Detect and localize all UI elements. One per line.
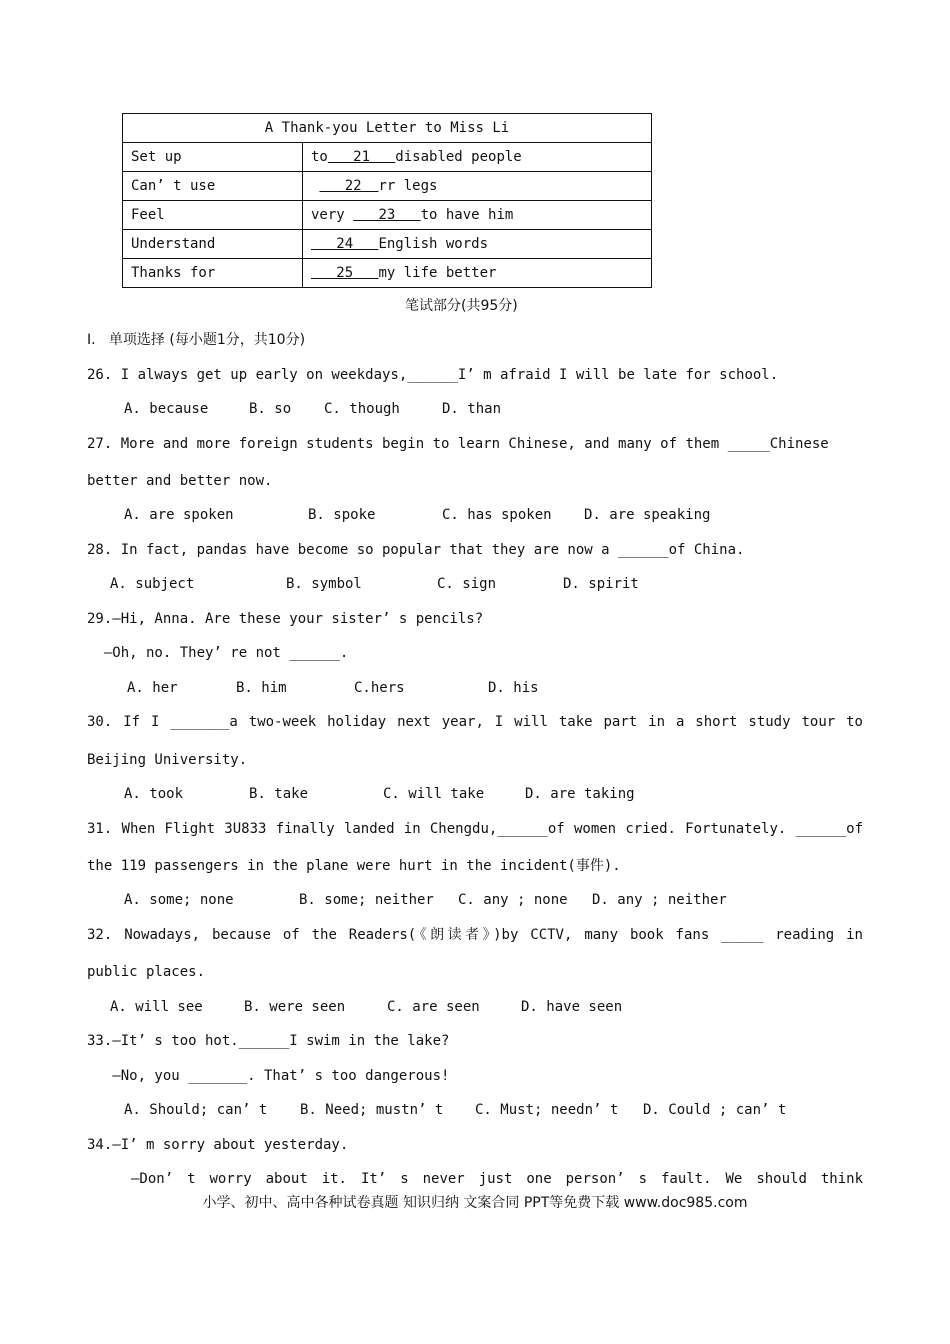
- blank-21[interactable]: 21: [327, 149, 396, 165]
- options-27: [124, 506, 710, 524]
- option-c[interactable]: C. are seen: [387, 999, 480, 1015]
- row-label: Understand: [123, 230, 303, 259]
- option-c[interactable]: C. Must; needn’ t: [475, 1102, 619, 1118]
- options-29: [127, 679, 539, 697]
- row-content: very 23 to have him: [303, 201, 652, 230]
- table-row: [123, 172, 652, 201]
- options-30: [124, 785, 635, 803]
- option-c[interactable]: C. will take: [383, 786, 485, 802]
- option-d[interactable]: D. spirit: [563, 576, 639, 592]
- question-29-cont: —Oh, no. They’ re not ______.: [87, 645, 349, 661]
- row-label: Thanks for: [123, 259, 303, 288]
- options-32: [110, 998, 622, 1016]
- option-b[interactable]: B. some; neither: [299, 892, 434, 908]
- option-d[interactable]: D. are taking: [525, 786, 635, 802]
- blank-24[interactable]: 24: [311, 236, 379, 252]
- option-d[interactable]: D. have seen: [521, 999, 623, 1015]
- table-row: [123, 259, 652, 288]
- option-b[interactable]: B. take: [249, 786, 309, 802]
- option-b[interactable]: B. so: [249, 401, 292, 417]
- row-label: Feel: [123, 201, 303, 230]
- question-30-cont: Beijing University.: [87, 752, 248, 768]
- row-label: Can’ t use: [123, 172, 303, 201]
- option-c[interactable]: C. sign: [437, 576, 497, 592]
- option-d[interactable]: D. his: [488, 680, 539, 696]
- options-33: [124, 1101, 786, 1119]
- question-27: 27. More and more foreign students begin to learn Chinese, and many of them _____Chinese: [87, 436, 829, 452]
- option-c[interactable]: C.hers: [354, 680, 405, 696]
- question-27-cont: better and better now.: [87, 473, 273, 489]
- option-d[interactable]: D. are speaking: [584, 507, 711, 523]
- table-row: [123, 143, 652, 172]
- table-title: A Thank-you Letter to Miss Li: [123, 114, 652, 143]
- question-26: 26. I always get up early on weekdays,______I’ m afraid I will be late for school.: [87, 367, 779, 383]
- option-a[interactable]: A. will see: [110, 999, 203, 1015]
- option-d[interactable]: D. Could ; can’ t: [643, 1102, 787, 1118]
- section-heading: 笔试部分(共95分): [405, 298, 518, 314]
- row-label: Set up: [123, 143, 303, 172]
- options-26: [124, 400, 501, 418]
- question-32-cont: public places.: [87, 964, 206, 980]
- part-title: I. 单项选择 (每小题1分，共10分): [87, 332, 306, 348]
- thank-you-letter-table: [122, 113, 652, 288]
- option-a[interactable]: A. some; none: [124, 892, 234, 908]
- option-b[interactable]: B. him: [236, 680, 287, 696]
- blank-23[interactable]: 23: [353, 207, 421, 223]
- options-31: [124, 891, 727, 909]
- question-34: 34.—I’ m sorry about yesterday.: [87, 1137, 349, 1153]
- question-33-cont: —No, you _______. That’ s too dangerous!: [87, 1068, 450, 1084]
- option-a[interactable]: A. subject: [110, 576, 195, 592]
- question-31-cont: the 119 passengers in the plane were hurt in the incident(事件).: [87, 858, 621, 874]
- option-b[interactable]: B. were seen: [244, 999, 346, 1015]
- option-b[interactable]: B. symbol: [286, 576, 362, 592]
- table-row: [123, 230, 652, 259]
- row-content: 22 rr legs: [303, 172, 652, 201]
- question-32: 32. Nowadays, because of the Readers(《朗读者》)by CCTV, many book fans _____ reading in: [87, 927, 863, 943]
- row-content: 25 my life better: [303, 259, 652, 288]
- row-content: to 21 disabled people: [303, 143, 652, 172]
- question-34-cont: —Don’ t worry about it. It’ s never just one person’ s fault. We should think: [131, 1171, 863, 1187]
- option-c[interactable]: C. though: [324, 401, 400, 417]
- option-b[interactable]: B. Need; mustn’ t: [300, 1102, 444, 1118]
- option-c[interactable]: C. has spoken: [442, 507, 552, 523]
- option-a[interactable]: A. are spoken: [124, 507, 234, 523]
- option-a[interactable]: A. Should; can’ t: [124, 1102, 268, 1118]
- blank-22[interactable]: 22: [319, 178, 379, 194]
- question-29: 29.—Hi, Anna. Are these your sister’ s pencils?: [87, 611, 484, 627]
- row-content: 24 English words: [303, 230, 652, 259]
- option-b[interactable]: B. spoke: [308, 507, 376, 523]
- question-33: 33.—It’ s too hot.______I swim in the lake?: [87, 1033, 450, 1049]
- option-a[interactable]: A. her: [127, 680, 178, 696]
- table-row: [123, 201, 652, 230]
- option-d[interactable]: D. any ; neither: [592, 892, 727, 908]
- question-31: 31. When Flight 3U833 finally landed in Chengdu,______of women cried. Fortunately. ______of: [87, 821, 863, 837]
- options-28: [110, 575, 639, 593]
- question-28: 28. In fact, pandas have become so popular that they are now a ______of China.: [87, 542, 745, 558]
- option-c[interactable]: C. any ; none: [458, 892, 568, 908]
- option-a[interactable]: A. because: [124, 401, 209, 417]
- footer-banner: 小学、初中、高中各种试卷真题 知识归纳 文案合同 PPT等免费下载 www.doc985.com: [202, 1195, 748, 1211]
- option-a[interactable]: A. took: [124, 786, 184, 802]
- option-d[interactable]: D. than: [442, 401, 502, 417]
- blank-25[interactable]: 25: [311, 265, 379, 281]
- question-30: 30. If I _______a two-week holiday next year, I will take part in a short study tour to: [87, 714, 863, 730]
